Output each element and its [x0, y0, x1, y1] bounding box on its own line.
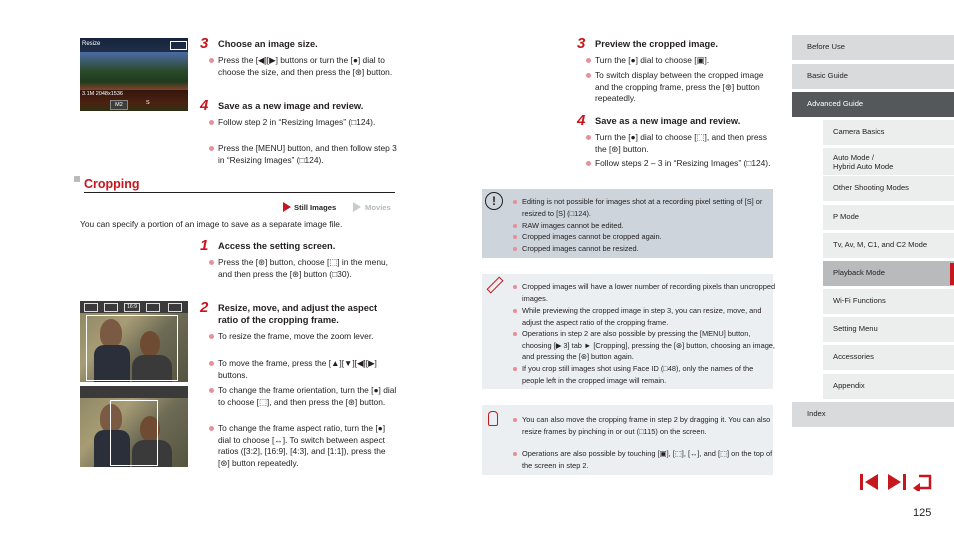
sidebar-item-playback-mode[interactable] — [823, 260, 954, 286]
crop-screen-image-1 — [80, 301, 188, 382]
crop-frame[interactable] — [86, 315, 178, 381]
step-title: Save as a new image and review. — [595, 116, 741, 126]
caution-note: Cropped images cannot be resized. — [511, 243, 777, 255]
bullet: Press the [⊛] button, choose [⬚] in the menu, and then press the [⊛] button (□30). — [209, 257, 398, 280]
crop-screen-image-2 — [80, 386, 188, 467]
resize-screen-image — [80, 38, 188, 111]
bullet: Turn the [●] dial to choose [⬚], and then press the [⊛] button. — [586, 132, 780, 155]
step-number: 1 — [200, 237, 209, 254]
step-title: Resize, move, and adjust the aspect ratio of the cropping frame. — [218, 303, 378, 325]
sidebar-item-basic-guide[interactable] — [792, 63, 954, 89]
sidebar-label: Camera Basics — [833, 127, 885, 136]
caution-note: Cropped images cannot be cropped again. — [511, 231, 777, 243]
sidebar-item-before-use[interactable] — [792, 34, 954, 60]
mode-movies: Movies — [365, 203, 391, 212]
step-title: Save as a new image and review. — [218, 101, 364, 111]
section-rule — [84, 192, 395, 193]
bullet: Follow steps 2 – 3 in “Resizing Images” (□124). — [586, 158, 780, 170]
caution-note: Editing is not possible for images shot at a recording pixel setting of [S] or resized to [S] (□124). — [511, 196, 777, 219]
sidebar-label: Auto Mode / — [833, 153, 874, 162]
sidebar-item-accessories[interactable] — [823, 344, 954, 370]
step-title: Preview the cropped image. — [595, 39, 718, 49]
size-s: S — [146, 100, 150, 106]
sidebar-item-wifi-functions[interactable] — [823, 288, 954, 314]
bullet: Press the [MENU] button, and then follow step 3 in “Resizing Images” (□124). — [209, 143, 403, 166]
bullet: To switch display between the cropped image and the cropping frame, press the [⊛] button repeatedly. — [586, 70, 775, 105]
ratio-badge: 16:9 — [124, 303, 140, 312]
sidebar-label: Index — [807, 409, 826, 418]
bullet: To change the frame aspect ratio, turn the [●] dial to choose [↔]. To switch between aspect ratios ([3:2], [16:9], [4:3], and [1:1]), press the [⊛] button repeatedly. — [209, 423, 398, 469]
step-number: 3 — [200, 35, 209, 52]
sidebar-item-index[interactable] — [792, 401, 954, 427]
page-number: 125 — [913, 507, 932, 519]
resize-label: Resize — [82, 41, 101, 47]
crop-frame[interactable] — [110, 400, 158, 466]
movies-arrow-icon — [353, 202, 361, 212]
sidebar-item-other-shooting-modes[interactable] — [823, 175, 954, 201]
previous-page-icon[interactable] — [860, 473, 880, 491]
sidebar-label: P Mode — [833, 212, 860, 221]
memo-note: Cropped images will have a lower number of recording pixels than uncropped images. — [511, 281, 777, 304]
active-tab-marker — [950, 263, 954, 285]
step-title: Choose an image size. — [218, 39, 318, 49]
return-icon[interactable] — [912, 473, 934, 491]
touch-hand-icon — [488, 411, 498, 426]
sidebar-label: Basic Guide — [807, 71, 848, 80]
sidebar-label: Tv, Av, M, C1, and C2 Mode — [833, 240, 928, 249]
next-page-icon[interactable] — [886, 473, 906, 491]
memo-note: Operations in step 2 are also possible by pressing the [MENU] button, choosing [▶ 3] tab ► [Cropping], pressing the [⊛] button, choosing an image, and pressing the [⊛] button again. — [511, 328, 777, 363]
bullet: To move the frame, press the [▲][▼][◀][▶] buttons. — [209, 358, 403, 381]
bullet: To resize the frame, move the zoom lever. — [209, 331, 398, 343]
sidebar-label: Playback Mode — [833, 268, 885, 277]
sidebar-label: Appendix — [833, 381, 865, 390]
sidebar-label: Setting Menu — [833, 324, 878, 333]
caution-icon: ! — [485, 192, 503, 210]
section-marker — [74, 176, 80, 182]
sidebar-label: Hybrid Auto Mode — [833, 162, 894, 171]
sidebar-label: Wi-Fi Functions — [833, 296, 886, 305]
bullet: To change the frame orientation, turn the [●] dial to choose [⬚], and then press the [⊛] button. — [209, 385, 403, 408]
menu-icon — [170, 41, 187, 50]
sidebar-item-tv-av-m[interactable] — [823, 232, 954, 258]
step-number: 2 — [200, 299, 209, 316]
bullet: Press the [◀][▶] buttons or turn the [●] dial to choose the size, and then press the [⊛] button. — [209, 55, 398, 78]
crop-toolbar — [84, 303, 184, 311]
caution-note: RAW images cannot be edited. — [511, 220, 777, 232]
touch-note: You can also move the cropping frame in step 2 by dragging it. You can also resize frames by pinching in or out (□115) on the screen. — [511, 414, 777, 437]
sidebar-item-p-mode[interactable] — [823, 204, 954, 230]
memo-note: If you crop still images shot using Face ID (□48), only the names of the people left in the cropped image will remain. — [511, 363, 777, 386]
step-title: Access the setting screen. — [218, 241, 336, 251]
sidebar-label: Other Shooting Modes — [833, 183, 909, 192]
sidebar-label: Before Use — [807, 42, 845, 51]
step-number: 4 — [200, 97, 209, 114]
memo-note: While previewing the cropped image in step 3, you can resize, move, and adjust the aspect ratio of the cropping frame. — [511, 305, 777, 328]
sidebar-label: Accessories — [833, 352, 874, 361]
bullet: Follow step 2 in “Resizing Images” (□124). — [209, 117, 398, 129]
sidebar-item-auto-mode[interactable] — [823, 147, 954, 175]
bullet: Turn the [●] dial to choose [▣]. — [586, 55, 780, 67]
intro-text: You can specify a portion of an image to save as a separate image file. — [80, 219, 343, 229]
resize-info: 3.1M 2048x1536 — [82, 91, 123, 97]
sidebar-item-setting-menu[interactable] — [823, 316, 954, 342]
size-m2: M2 — [110, 100, 128, 110]
sidebar-item-appendix[interactable] — [823, 373, 954, 399]
step-number: 4 — [577, 112, 586, 129]
sidebar-item-advanced-guide[interactable] — [792, 91, 954, 117]
section-title: Cropping — [84, 177, 140, 191]
sidebar-label: Advanced Guide — [807, 99, 864, 108]
touch-note: Operations are also possible by touching [▣], [⬚], [↔], and [⬚] on the top of the screen in step 2. — [511, 448, 777, 471]
step-number: 3 — [577, 35, 586, 52]
mode-still-images: Still Images — [294, 203, 337, 212]
still-images-arrow-icon — [283, 202, 291, 212]
sidebar-item-camera-basics[interactable] — [823, 119, 954, 145]
